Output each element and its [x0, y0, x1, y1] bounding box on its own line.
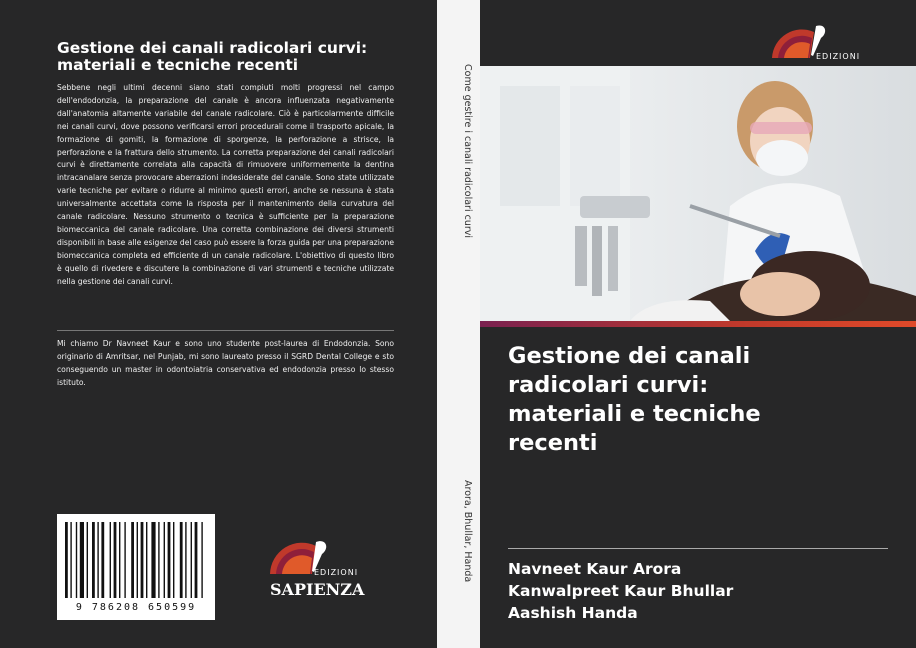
author-list	[508, 558, 733, 624]
publisher-name: SAPIENZA	[270, 580, 365, 599]
author-name: Navneet Kaur Arora	[508, 560, 682, 578]
back-cover-title: Gestione dei canali radicolari curvi: materiali e tecniche recenti	[57, 39, 368, 74]
publisher-edizioni: EDIZIONI	[314, 568, 359, 577]
author-bio: Mi chiamo Dr Navneet Kaur e sono uno studente post-laurea di Endodonzia. Sono originario di Amritsar, nel Punjab, mi sono laureato presso il SGRD Dental College e sto conseguendo un master in odontoiatria conservativa ed endodonzia presso lo stesso istituto.	[57, 339, 394, 387]
spine-title: Come gestire i canali radicolari curvi	[462, 64, 473, 239]
back-cover-divider	[57, 330, 394, 331]
author-name: Aashish Handa	[508, 604, 638, 622]
publisher-logo-back	[268, 538, 368, 600]
author-name: Kanwalpreet Kaur Bhullar	[508, 582, 734, 600]
cover-photo	[480, 66, 916, 321]
isbn-number: 9 786208 650599	[75, 602, 197, 613]
barcode	[57, 514, 215, 620]
back-cover-description: Sebbene negli ultimi decenni siano stati compiuti molti progressi nel campo dell'endodonzia, la preparazione del canale è ancora influenzata negativamente dall'anatomia altamente variabile del canale radicolare. Ciò è particolarmente difficile nei canali curvi, dove possono verificarsi errori procedurali come il trasporto apicale, la formazione di gomiti, la formazione di sporgenze, la perforazione a strisce, la perforazione e la frattura dello strumento. La corretta preparazione dei canali radicolari curvi è direttamente correlata alla capacità di rimuovere uniformemente la dentina intracanalare senza provocare aberrazioni indesiderate del canale. Sono state utilizzate varie tecniche per evitare o ridurre al minimo questi errori, anche se nessuna è stata universalmente accettata come la risposta per il mantenimento della curvatura del canale radicolare. Nessuno strumento o tecnica è sufficiente per la preparazione biomeccanica del canale radicolare. Una corretta combinazione dei diversi strumenti disponibili in base alle esigenze del caso può essere la forza guida per una preparazione biomeccanica completa ed efficiente di un canale radicolare. L'obiettivo di questo libro è quello di rivedere e discutere la combinazione di vari strumenti e tecniche utilizzate nella gestione dei canali curvi.	[57, 83, 394, 286]
spine-authors: Arora, Bhullar, Handa	[462, 480, 473, 583]
dentist-photo-illustration	[480, 66, 916, 321]
front-cover-title: Gestione dei canali radicolari curvi: materiali e tecniche recenti	[508, 343, 761, 456]
barcode-icon	[65, 522, 207, 602]
accent-stripe	[480, 321, 916, 327]
publisher-edizioni: EDIZIONI	[816, 52, 861, 61]
front-cover-divider	[508, 548, 888, 549]
